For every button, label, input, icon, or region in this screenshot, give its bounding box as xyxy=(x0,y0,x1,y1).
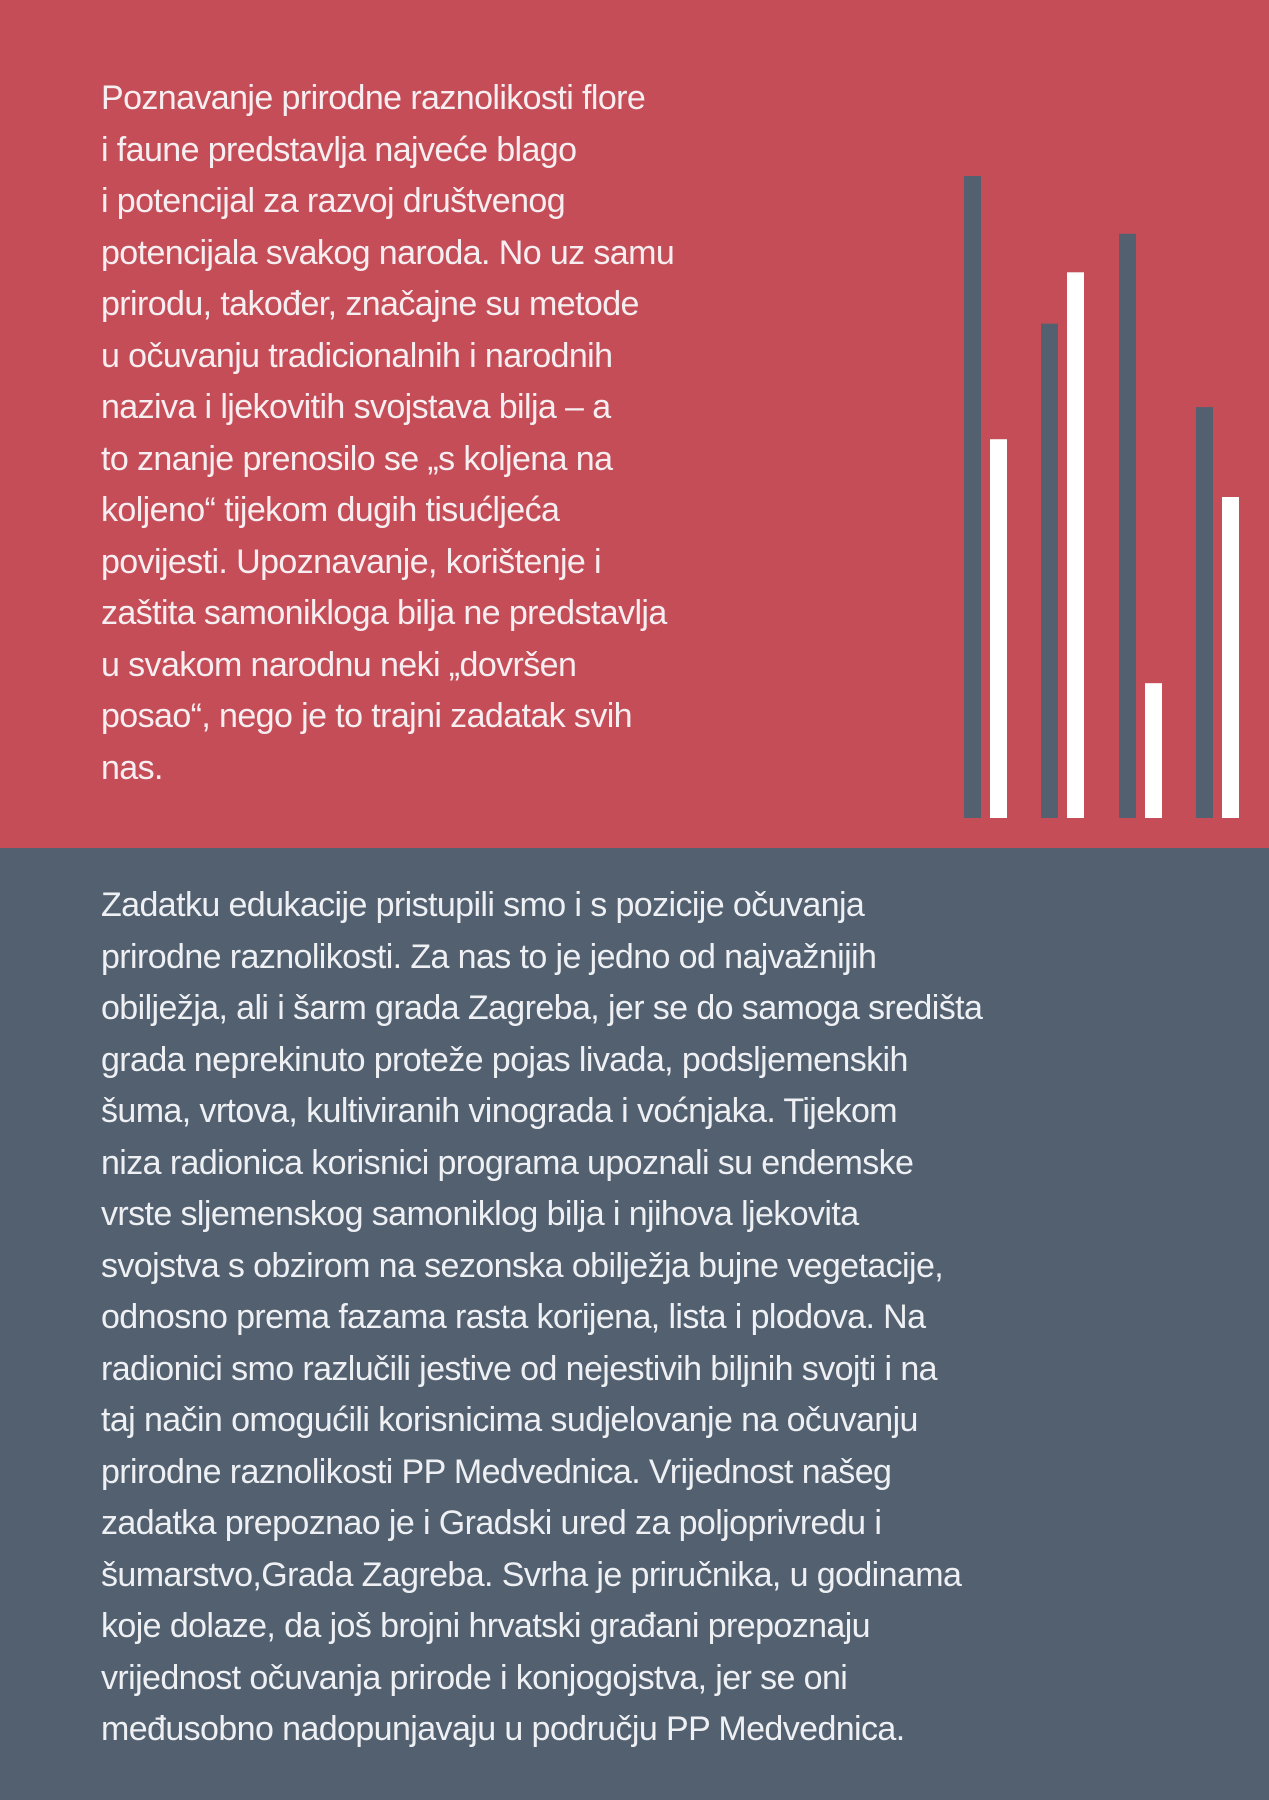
decorative-bar-chart xyxy=(0,0,1269,848)
text-line: Poznavanje prirodne raznolikosti flore xyxy=(101,79,646,117)
text-line: posao“, nego je to trajni zadatak svih xyxy=(101,697,632,735)
text-line: svojstva s obzirom na sezonska obilježja bujne vegetacije, xyxy=(101,1246,944,1285)
bar-light-2 xyxy=(1067,272,1084,818)
text-line: obilježja, ali i šarm grada Zagreba, jer se do samoga središta xyxy=(101,989,983,1027)
text-line: i potencijal za razvoj društvenog xyxy=(101,182,566,220)
text-line: zadatka prepoznao je i Gradski ured za poljoprivredu i xyxy=(101,1504,882,1542)
text-line: niza radionica korisnici programa upoznali su endemske xyxy=(101,1143,914,1182)
text-line: i faune predstavlja najveće blago xyxy=(101,130,577,169)
text-line: šuma, vrtova, kultiviranih vinograda i voćnjaka. Tijekom xyxy=(101,1092,897,1130)
text-line: vrste sljemenskog samoniklog bilja i njihova ljekovita xyxy=(101,1195,859,1233)
text-line: radionici smo razlučili jestive od nejestivih biljnih svojti i na xyxy=(101,1349,937,1388)
text-line: šumarstvo,Grada Zagreba. Svrha je priručnika, u godinama xyxy=(101,1555,962,1594)
text-line: naziva i ljekovitih svojstava bilja – a xyxy=(101,388,611,426)
text-line: međusobno nadopunjavaju u području PP Medvednica. xyxy=(101,1710,905,1748)
bar-light-3 xyxy=(1145,683,1162,818)
bar-light-1 xyxy=(990,439,1007,818)
bar-dark-2 xyxy=(1041,324,1058,818)
text-line: prirodne raznolikosti. Za nas to je jedno od najvažnijih xyxy=(101,937,877,976)
bar-dark-3 xyxy=(1119,234,1136,818)
text-line: u svakom narodnu neki „dovršen xyxy=(101,645,577,684)
text-line: u očuvanju tradicionalnih i narodnih xyxy=(101,336,613,375)
body-paragraph xyxy=(101,880,982,1756)
text-line: prirodu, također, značajne su metode xyxy=(101,285,639,323)
bar-light-4 xyxy=(1222,497,1239,818)
bar-dark-4 xyxy=(1196,407,1213,818)
text-line: povijesti. Upoznavanje, korištenje i xyxy=(101,542,602,581)
text-line: odnosno prema fazama rasta korijena, lista i plodova. Na xyxy=(101,1298,926,1336)
text-line: nas. xyxy=(101,748,163,787)
bar-dark-1 xyxy=(964,176,981,818)
text-line: zaštita samonikloga bilja ne predstavlja xyxy=(101,594,667,632)
intro-section xyxy=(0,0,1269,848)
text-line: vrijednost očuvanja prirode i konjogojstva, jer se oni xyxy=(101,1658,848,1697)
text-line: Zadatku edukacije pristupili smo i s pozicije očuvanja xyxy=(101,886,865,924)
text-line: prirodne raznolikosti PP Medvednica. Vrijednost našeg xyxy=(101,1452,892,1491)
text-line: potencijala svakog naroda. No uz samu xyxy=(101,233,675,272)
text-line: koljeno“ tijekom dugih tisućljeća xyxy=(101,491,560,529)
text-line: to znanje prenosilo se „s koljena na xyxy=(101,439,613,478)
text-line: koje dolaze, da još brojni hrvatski građani prepoznaju xyxy=(101,1607,870,1645)
text-line: grada neprekinuto proteže pojas livada, podsljemenskih xyxy=(101,1040,908,1079)
text-line: taj način omogućili korisnicima sudjelovanje na očuvanju xyxy=(101,1401,918,1439)
